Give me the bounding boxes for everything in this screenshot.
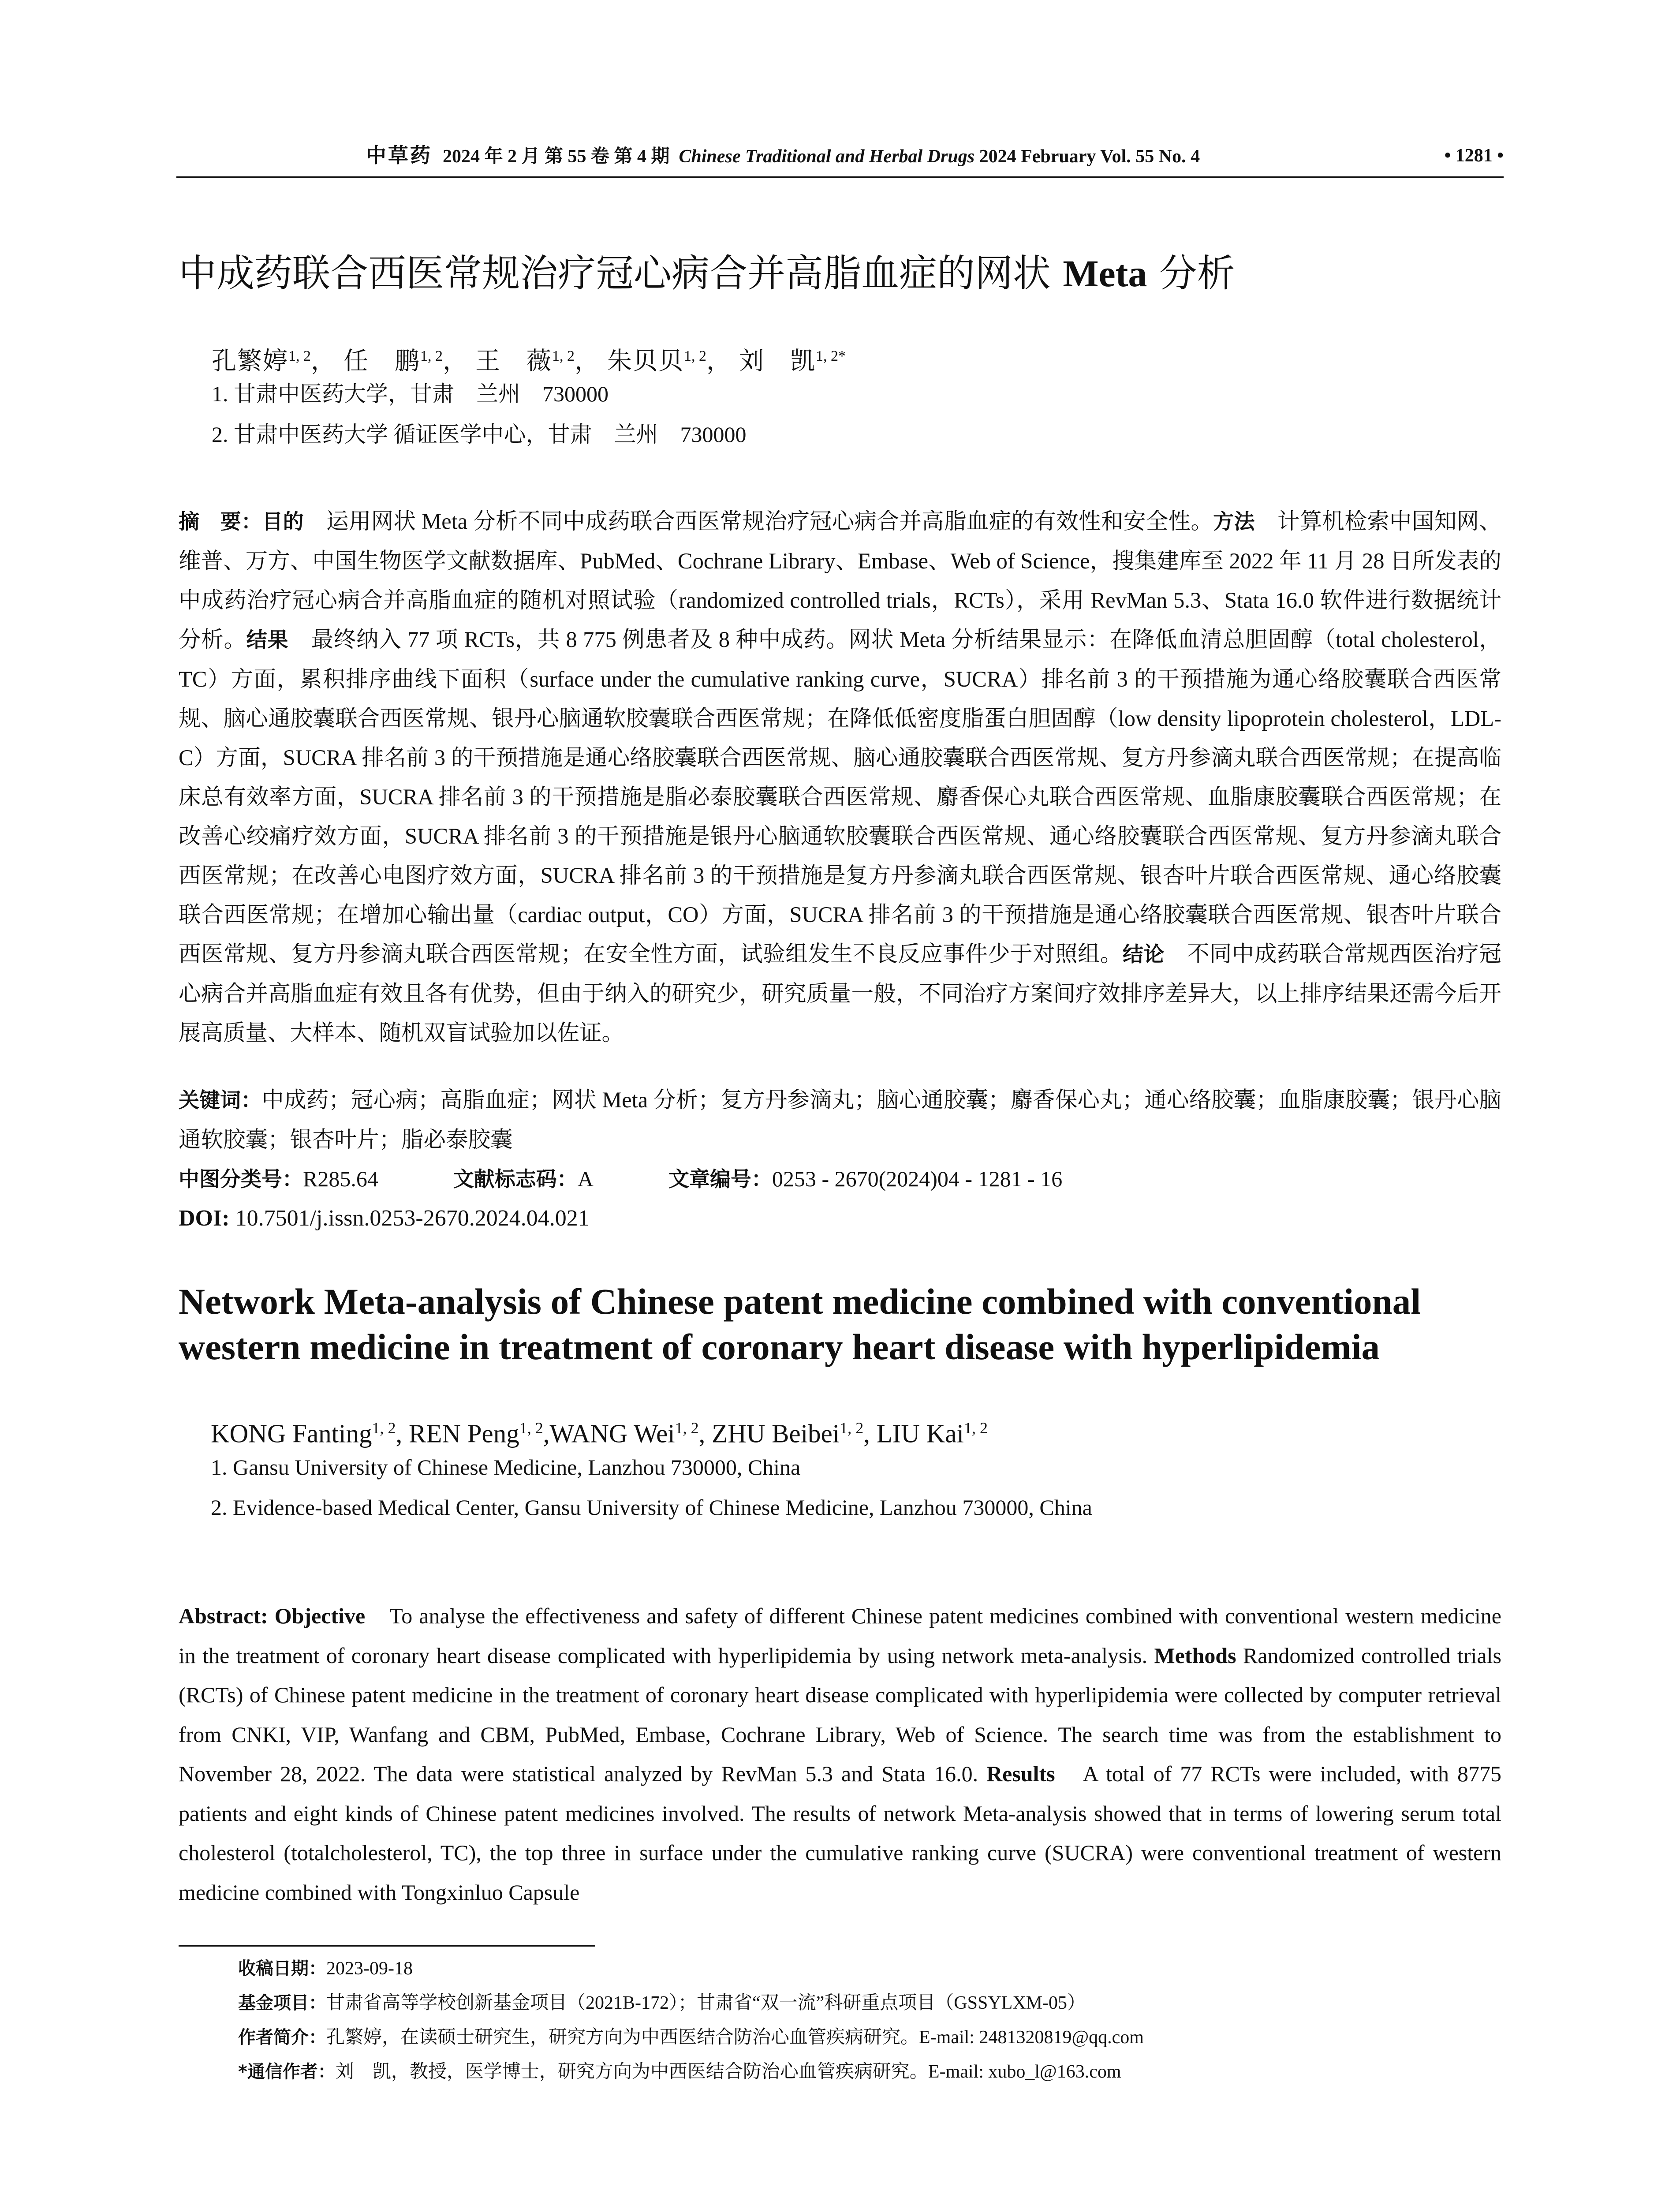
footnote-author-bio (238, 2022, 1499, 2052)
doi-label: DOI: (179, 1206, 230, 1231)
doi-value[interactable]: 10.7501/j.issn.0253-2670.2024.04.021 (229, 1206, 590, 1231)
footnote-text: 孔繁婷，在读硕士研究生，研究方向为中西医结合防治心血管疾病研究。E-mail: 2481320819@qq.com (326, 2027, 1144, 2048)
keywords-text: 中成药；冠心病；高脂血症；网状 Meta 分析；复方丹参滴丸；脑心通胶囊；麝香保心丸；通心络胶囊；血脂康胶囊；银丹心脑通软胶囊；银杏叶片；脂必泰胶囊 (179, 1088, 1501, 1152)
title-cn-part2: 分析 (1147, 251, 1235, 295)
affiliation-en-1: 1. Gansu University of Chinese Medicine, Lanzhou 730000, China (211, 1455, 801, 1480)
results-en: A total of 77 RCTs were included, with 8775 patients and eight kinds of Chinese patent medicines involved. The results of network Meta-analysis showed that in terms of lowering serum total cholesterol (totalcholesterol, TC), the top three in surface under the cumulative ranking curve (SUCRA) were conventional treatment of western medicine combined with Tongxinluo Capsule (179, 1761, 1501, 1905)
author-cn-affil: 1, 2 (288, 348, 311, 364)
conclusion-label-cn: 结论 (1122, 942, 1165, 967)
affiliation-cn-1: 1. 甘肃中医药大学，甘肃 兰州 730000 (212, 381, 609, 406)
methods-cn: 计算机检索中国知网、维普、万方、中国生物医学文献数据库、PubMed、Cochrane Library、Embase、Web of Science，搜集建库至 2022 年 11 月 28 日所发表的中成药治疗冠心病合并高脂血症的随机对照试验（randomized controlled trials，RCTs），采用 RevMan 5.3、Stata 16.0 软件进行数据统计分析。 (179, 509, 1502, 652)
footnote-funding (238, 1988, 1499, 2018)
author-en-affil: 1, 2 (372, 1419, 396, 1437)
issue-cn: 2024 年 2 月 第 55 卷 第 4 期 (443, 146, 670, 167)
journal-brand: 中草药 (366, 144, 432, 167)
author-cn-affil: 1, 2 (420, 348, 443, 364)
footnote-label: *通信作者： (238, 2062, 336, 2082)
author-separator: ， (443, 348, 468, 375)
authors-cn (212, 339, 1490, 379)
clc-label: 中图分类号： (179, 1167, 303, 1192)
doc-code-label: 文献标志码： (453, 1167, 578, 1192)
objective-en: To analyse the effectiveness and safety of different Chinese patent medicines combined with conventional western medicine in the treatment of coronary heart disease complicated with hyperlipidemia by using network meta-analysis. (179, 1603, 1501, 1668)
author-en-affil: 1, 2 (675, 1419, 699, 1437)
author-en-affil: 1, 2 (963, 1419, 988, 1437)
author-cn: 任 鹏 (343, 348, 420, 375)
footnote-text: 甘肃省高等学校创新基金项目（2021B-172）；甘肃省“双一流”科研重点项目（GSSYLXM-05） (326, 1993, 1086, 2013)
footnote-label: 基金项目： (238, 1993, 326, 2013)
title-cn-latin: Meta (1063, 252, 1147, 295)
conclusion-cn: 不同中成药联合常规西医治疗冠心病合并高脂血症有效且各有优势，但由于纳入的研究少，研究质量一般，不同治疗方案间疗效排序差异大，以上排序结果还需今后开展高质量、大样本、随机双盲试验加以佐证。 (179, 942, 1502, 1045)
author-cn: 朱贝贝 (607, 348, 684, 375)
classification-line (179, 1161, 1501, 1197)
methods-label-en: Methods (1154, 1643, 1236, 1668)
author-cn: 刘 凯 (739, 348, 816, 375)
author-en-affil: 1, 2 (519, 1419, 543, 1437)
author-cn-affil: 1, 2* (816, 348, 846, 364)
author-en-affil: 1, 2 (840, 1419, 864, 1437)
header-rule (176, 176, 1504, 178)
author-separator: , (863, 1419, 877, 1448)
methods-label-cn: 方法 (1213, 510, 1255, 534)
keywords-cn (179, 1080, 1501, 1159)
footnote-label: 收稿日期： (238, 1958, 326, 1979)
author-separator: ， (575, 348, 600, 375)
footnote-received (238, 1954, 1499, 1984)
title-cn-part1: 中成药联合西医常规治疗冠心病合并高脂血症的网状 (179, 251, 1063, 295)
objective-cn: 运用网状 Meta 分析不同中成药联合西医常规治疗冠心病合并高脂血症的有效性和安全性。 (304, 509, 1213, 534)
author-cn: 孔繁婷 (212, 348, 288, 375)
doi-line (179, 1201, 590, 1236)
article-no-label: 文章编号： (668, 1167, 772, 1192)
author-cn: 王 薇 (475, 348, 552, 375)
footnote-text: 刘 凯，教授，医学博士，研究方向为中西医结合防治心血管疾病研究。E-mail: xubo_l@163.com (335, 2062, 1121, 2082)
author-separator: , (543, 1419, 550, 1448)
affiliation-cn-2: 2. 甘肃中医药大学 循证医学中心，甘肃 兰州 730000 (212, 422, 747, 447)
author-en: REN Peng (408, 1419, 519, 1448)
journal-line (366, 140, 1200, 172)
author-en: KONG Fanting (211, 1419, 372, 1448)
page-number: • 1281 • (1444, 146, 1504, 166)
results-label-cn: 结果 (246, 628, 289, 652)
footnote-text: 2023-09-18 (326, 1958, 413, 1979)
title-en: Network Meta-analysis of Chinese patent medicine combined with conventional western medicine in treatment of coronary heart disease with hyperlipidemia (179, 1281, 1421, 1367)
author-cn-affil: 1, 2 (684, 348, 706, 364)
author-separator: ， (706, 348, 732, 375)
footnote-rule (179, 1945, 595, 1947)
running-header (176, 140, 1504, 171)
footnote-label: 作者简介： (238, 2027, 326, 2048)
authors-en (211, 1410, 988, 1451)
author-cn-affil: 1, 2 (552, 348, 575, 364)
author-en: ZHU Beibei (712, 1419, 840, 1448)
author-separator: , (396, 1419, 409, 1448)
doc-code-value: A (577, 1166, 594, 1191)
abstract-en-label: Abstract: Objective (179, 1603, 366, 1628)
abstract-en (179, 1596, 1501, 1912)
issue-en: 2024 February Vol. 55 No. 4 (979, 146, 1200, 167)
methods-en: Randomized controlled trials (RCTs) of Chinese patent medicine in the treatment of coronary heart disease complicated with hyperlipidemia were collected by computer retrieval from CNKI, VIP, Wanfang and CBM, PubMed, Embase, Cochrane Library, Web of Science. The search time was from the establishment to November 28, 2022. The data were statistical analyzed by RevMan 5.3 and Stata 16.0. (179, 1643, 1501, 1786)
title-cn (179, 247, 1501, 300)
abstract-cn-label: 摘 要： (179, 510, 262, 534)
keywords-label: 关键词： (179, 1088, 262, 1113)
results-label-en: Results (986, 1761, 1055, 1786)
abstract-cn (179, 502, 1501, 1053)
results-cn: 最终纳入 77 项 RCTs，共 8 775 例患者及 8 种中成药。网状 Meta 分析结果显示：在降低血清总胆固醇（total cholesterol，TC）方面，累积排序曲线下面积（surface under the cumulative ranking curve，SUCRA）排名前 3 的干预措施为通心络胶囊联合西医常规、脑心通胶囊联合西医常规、银丹心脑通软胶囊联合西医常规；在降低低密度脂蛋白胆固醇（low density lipoprotein cholesterol，LDL-C）方面，SUCRA 排名前 3 的干预措施是通心络胶囊联合西医常规、脑心通胶囊联合西医常规、复方丹参滴丸联合西医常规；在提高临床总有效率方面，SUCRA 排名前 3 的干预措施是脂必泰胶囊联合西医常规、麝香保心丸联合西医常规、血脂康胶囊联合西医常规；在改善心绞痛疗效方面，SUCRA 排名前 3 的干预措施是银丹心脑通软胶囊联合西医常规、通心络胶囊联合西医常规、复方丹参滴丸联合西医常规；在改善心电图疗效方面，SUCRA 排名前 3 的干预措施是复方丹参滴丸联合西医常规、银杏叶片联合西医常规、通心络胶囊联合西医常规；在增加心输出量（cardiac output，CO）方面，SUCRA 排名前 3 的干预措施是通心络胶囊联合西医常规、银杏叶片联合西医常规、复方丹参滴丸联合西医常规；在安全性方面，试验组发生不良反应事件少于对照组。 (179, 627, 1502, 966)
objective-label-cn: 目的 (262, 510, 304, 534)
affiliation-en-2: 2. Evidence-based Medical Center, Gansu University of Chinese Medicine, Lanzhou 730000, China (211, 1495, 1092, 1520)
author-en: LIU Kai (876, 1419, 964, 1448)
author-separator: , (698, 1419, 712, 1448)
footnote-corresponding (238, 2057, 1499, 2087)
author-en: WANG Wei (549, 1419, 675, 1448)
article-no-value: 0253 - 2670(2024)04 - 1281 - 16 (772, 1166, 1063, 1191)
journal-name-en: Chinese Traditional and Herbal Drugs (679, 146, 975, 167)
clc-value: R285.64 (303, 1166, 378, 1191)
author-separator: ， (311, 348, 336, 375)
